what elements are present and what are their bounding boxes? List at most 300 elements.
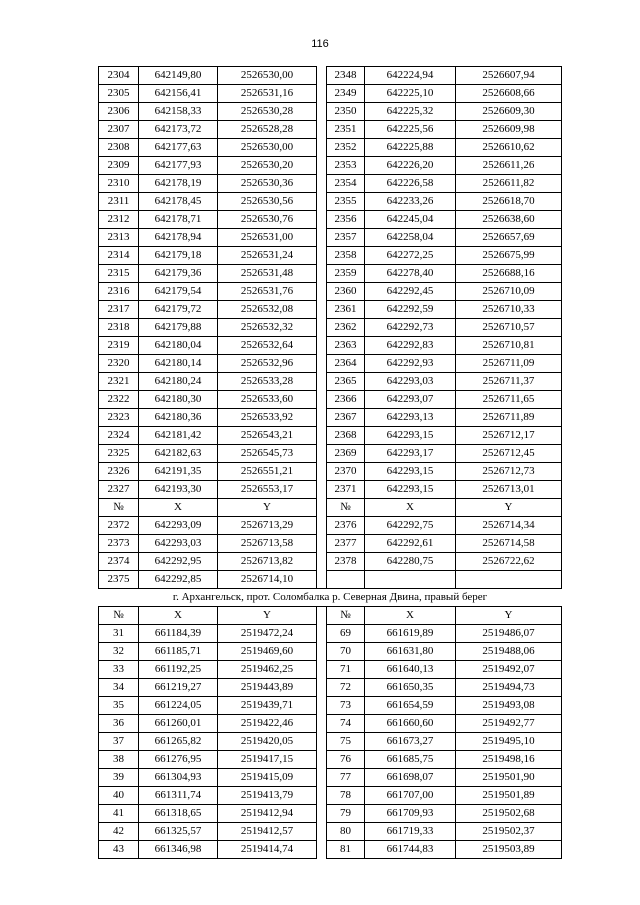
x-coordinate-cell: 642178,94 [139, 229, 218, 247]
x-coordinate-cell: 661673,27 [365, 733, 456, 751]
y-coordinate-cell: 2526533,92 [218, 409, 317, 427]
point-number-cell: 35 [99, 697, 139, 715]
x-coordinate-cell: 661707,00 [365, 787, 456, 805]
point-number-cell: 2318 [99, 319, 139, 337]
column-gap [317, 499, 327, 517]
y-coordinate-cell: 2526638,60 [456, 211, 562, 229]
x-coordinate-cell: 642292,93 [365, 355, 456, 373]
table-row [99, 481, 562, 499]
point-number-cell: 2327 [99, 481, 139, 499]
y-coordinate-cell: 2526713,29 [218, 517, 317, 535]
x-coordinate-cell: 642233,26 [365, 193, 456, 211]
y-coordinate-cell: 2526609,30 [456, 103, 562, 121]
point-number-cell: 41 [99, 805, 139, 823]
y-coordinate-cell: 2526712,17 [456, 427, 562, 445]
point-number-cell: 2316 [99, 283, 139, 301]
point-number-cell: 2377 [327, 535, 365, 553]
column-header-number: № [99, 499, 139, 517]
y-coordinate-cell: 2519494,73 [456, 679, 562, 697]
point-number-cell: 2376 [327, 517, 365, 535]
y-coordinate-cell: 2526611,82 [456, 175, 562, 193]
point-number-cell: 2361 [327, 301, 365, 319]
point-number-cell: 2326 [99, 463, 139, 481]
page-number: 116 [311, 38, 329, 50]
x-coordinate-cell: 642280,75 [365, 553, 456, 571]
x-coordinate-cell: 661346,98 [139, 841, 218, 859]
point-number-cell: 74 [327, 715, 365, 733]
table-row [99, 535, 562, 553]
table-row [99, 67, 562, 85]
x-coordinate-cell: 642293,07 [365, 391, 456, 409]
table-row [99, 769, 562, 787]
y-coordinate-cell: 2526710,09 [456, 283, 562, 301]
point-number-cell: 2311 [99, 193, 139, 211]
x-coordinate-cell: 661709,93 [365, 805, 456, 823]
column-header-y: Y [218, 607, 317, 625]
y-coordinate-cell [456, 571, 562, 589]
x-coordinate-cell: 661685,75 [365, 751, 456, 769]
y-coordinate-cell: 2526531,24 [218, 247, 317, 265]
x-coordinate-cell: 642177,63 [139, 139, 218, 157]
table-row [99, 823, 562, 841]
point-number-cell: 2324 [99, 427, 139, 445]
column-gap [317, 823, 327, 841]
point-number-cell [327, 571, 365, 589]
y-coordinate-cell: 2519493,08 [456, 697, 562, 715]
table-row [99, 805, 562, 823]
point-number-cell: 80 [327, 823, 365, 841]
y-coordinate-cell: 2519412,57 [218, 823, 317, 841]
point-number-cell: 77 [327, 769, 365, 787]
x-coordinate-cell: 642158,33 [139, 103, 218, 121]
column-gap [317, 841, 327, 859]
point-number-cell: 2364 [327, 355, 365, 373]
point-number-cell: 2308 [99, 139, 139, 157]
point-number-cell: 2372 [99, 517, 139, 535]
column-gap [317, 571, 327, 589]
column-gap [317, 319, 327, 337]
column-gap [317, 481, 327, 499]
x-coordinate-cell: 661260,01 [139, 715, 218, 733]
y-coordinate-cell: 2526543,21 [218, 427, 317, 445]
point-number-cell: 2353 [327, 157, 365, 175]
point-number-cell: 78 [327, 787, 365, 805]
y-coordinate-cell: 2526714,58 [456, 535, 562, 553]
y-coordinate-cell: 2526531,16 [218, 85, 317, 103]
y-coordinate-cell: 2526713,01 [456, 481, 562, 499]
column-gap [317, 445, 327, 463]
table-row [99, 679, 562, 697]
point-number-cell: 40 [99, 787, 139, 805]
table-row [99, 643, 562, 661]
y-coordinate-cell: 2519469,60 [218, 643, 317, 661]
table-row [99, 841, 562, 859]
column-gap [317, 229, 327, 247]
column-gap [317, 409, 327, 427]
table-row [99, 265, 562, 283]
table-row [99, 391, 562, 409]
x-coordinate-cell: 642292,75 [365, 517, 456, 535]
x-coordinate-cell: 642180,24 [139, 373, 218, 391]
x-coordinate-cell [365, 571, 456, 589]
y-coordinate-cell: 2526553,17 [218, 481, 317, 499]
point-number-cell: 2310 [99, 175, 139, 193]
table-row [99, 697, 562, 715]
x-coordinate-cell: 661744,83 [365, 841, 456, 859]
y-coordinate-cell: 2519495,10 [456, 733, 562, 751]
y-coordinate-cell: 2526618,70 [456, 193, 562, 211]
y-coordinate-cell: 2526711,09 [456, 355, 562, 373]
y-coordinate-cell: 2526533,28 [218, 373, 317, 391]
column-gap [317, 103, 327, 121]
x-coordinate-cell: 661311,74 [139, 787, 218, 805]
x-coordinate-cell: 642293,03 [365, 373, 456, 391]
x-coordinate-cell: 642180,36 [139, 409, 218, 427]
column-gap [317, 517, 327, 535]
y-coordinate-cell: 2526533,60 [218, 391, 317, 409]
x-coordinate-cell: 642293,15 [365, 481, 456, 499]
point-number-cell: 2374 [99, 553, 139, 571]
column-gap [317, 391, 327, 409]
table-row [99, 715, 562, 733]
x-coordinate-cell: 642293,15 [365, 427, 456, 445]
x-coordinate-cell: 642226,58 [365, 175, 456, 193]
y-coordinate-cell: 2519503,89 [456, 841, 562, 859]
point-number-cell: 2312 [99, 211, 139, 229]
x-coordinate-cell: 642178,71 [139, 211, 218, 229]
column-header-x: X [365, 499, 456, 517]
point-number-cell: 2309 [99, 157, 139, 175]
y-coordinate-cell: 2519443,89 [218, 679, 317, 697]
x-coordinate-cell: 642178,19 [139, 175, 218, 193]
y-coordinate-cell: 2519501,90 [456, 769, 562, 787]
x-coordinate-cell: 642191,35 [139, 463, 218, 481]
y-coordinate-cell: 2519486,07 [456, 625, 562, 643]
point-number-cell: 2349 [327, 85, 365, 103]
column-gap [317, 283, 327, 301]
y-coordinate-cell: 2526530,56 [218, 193, 317, 211]
table-row [99, 103, 562, 121]
column-gap [317, 733, 327, 751]
y-coordinate-cell: 2519417,15 [218, 751, 317, 769]
point-number-cell: 2360 [327, 283, 365, 301]
x-coordinate-cell: 642292,61 [365, 535, 456, 553]
point-number-cell: 2354 [327, 175, 365, 193]
y-coordinate-cell: 2526712,45 [456, 445, 562, 463]
column-gap [317, 553, 327, 571]
column-gap [317, 715, 327, 733]
column-gap [317, 787, 327, 805]
table-row [99, 553, 562, 571]
y-coordinate-cell: 2519420,05 [218, 733, 317, 751]
x-coordinate-cell: 642179,18 [139, 247, 218, 265]
column-gap [317, 607, 327, 625]
y-coordinate-cell: 2519502,68 [456, 805, 562, 823]
y-coordinate-cell: 2526722,62 [456, 553, 562, 571]
point-number-cell: 2305 [99, 85, 139, 103]
x-coordinate-cell: 642278,40 [365, 265, 456, 283]
y-coordinate-cell: 2526530,20 [218, 157, 317, 175]
y-coordinate-cell: 2526530,36 [218, 175, 317, 193]
table-row [99, 661, 562, 679]
column-gap [317, 175, 327, 193]
column-gap [317, 463, 327, 481]
x-coordinate-cell: 642182,63 [139, 445, 218, 463]
x-coordinate-cell: 661719,33 [365, 823, 456, 841]
table-row [99, 409, 562, 427]
column-gap [317, 211, 327, 229]
point-number-cell: 38 [99, 751, 139, 769]
column-gap [317, 643, 327, 661]
column-gap [317, 661, 327, 679]
y-coordinate-cell: 2526545,73 [218, 445, 317, 463]
point-number-cell: 2375 [99, 571, 139, 589]
x-coordinate-cell: 642293,13 [365, 409, 456, 427]
point-number-cell: 2317 [99, 301, 139, 319]
column-gap [317, 697, 327, 715]
table-row [99, 373, 562, 391]
point-number-cell: 70 [327, 643, 365, 661]
point-number-cell: 2325 [99, 445, 139, 463]
point-number-cell: 43 [99, 841, 139, 859]
y-coordinate-cell: 2519488,06 [456, 643, 562, 661]
x-coordinate-cell: 642292,83 [365, 337, 456, 355]
x-coordinate-cell: 642272,25 [365, 247, 456, 265]
x-coordinate-cell: 661219,27 [139, 679, 218, 697]
y-coordinate-cell: 2526530,76 [218, 211, 317, 229]
x-coordinate-cell: 642293,09 [139, 517, 218, 535]
point-number-cell: 79 [327, 805, 365, 823]
table-row [99, 283, 562, 301]
x-coordinate-cell: 642292,73 [365, 319, 456, 337]
table-row [99, 517, 562, 535]
point-number-cell: 81 [327, 841, 365, 859]
y-coordinate-cell: 2526713,58 [218, 535, 317, 553]
x-coordinate-cell: 642179,72 [139, 301, 218, 319]
column-gap [317, 85, 327, 103]
x-coordinate-cell: 642180,14 [139, 355, 218, 373]
table-row [99, 463, 562, 481]
table-row [99, 733, 562, 751]
y-coordinate-cell: 2526610,62 [456, 139, 562, 157]
header-row [99, 607, 562, 625]
x-coordinate-cell: 661224,05 [139, 697, 218, 715]
point-number-cell: 2350 [327, 103, 365, 121]
table-row [99, 175, 562, 193]
column-gap [317, 751, 327, 769]
x-coordinate-cell: 642193,30 [139, 481, 218, 499]
column-gap [317, 805, 327, 823]
y-coordinate-cell: 2526530,28 [218, 103, 317, 121]
column-header-y: Y [456, 499, 562, 517]
point-number-cell: 2315 [99, 265, 139, 283]
x-coordinate-cell: 661192,25 [139, 661, 218, 679]
y-coordinate-cell: 2519439,71 [218, 697, 317, 715]
y-coordinate-cell: 2526531,00 [218, 229, 317, 247]
table-row [99, 301, 562, 319]
y-coordinate-cell: 2526710,57 [456, 319, 562, 337]
column-header-number: № [327, 607, 365, 625]
y-coordinate-cell: 2526532,96 [218, 355, 317, 373]
point-number-cell: 39 [99, 769, 139, 787]
table-row [99, 247, 562, 265]
table-row [99, 319, 562, 337]
column-header-x: X [139, 607, 218, 625]
point-number-cell: 2314 [99, 247, 139, 265]
point-number-cell: 2358 [327, 247, 365, 265]
column-gap [317, 337, 327, 355]
point-number-cell: 2320 [99, 355, 139, 373]
x-coordinate-cell: 642225,56 [365, 121, 456, 139]
column-gap [317, 769, 327, 787]
y-coordinate-cell: 2519414,74 [218, 841, 317, 859]
y-coordinate-cell: 2519422,46 [218, 715, 317, 733]
point-number-cell: 2319 [99, 337, 139, 355]
y-coordinate-cell: 2526714,10 [218, 571, 317, 589]
y-coordinate-cell: 2526532,08 [218, 301, 317, 319]
column-header-number: № [99, 607, 139, 625]
x-coordinate-cell: 642178,45 [139, 193, 218, 211]
table-row [99, 337, 562, 355]
x-coordinate-cell: 642292,59 [365, 301, 456, 319]
column-gap [317, 157, 327, 175]
y-coordinate-cell: 2526657,69 [456, 229, 562, 247]
point-number-cell: 2355 [327, 193, 365, 211]
header-row [99, 499, 562, 517]
point-number-cell: 2352 [327, 139, 365, 157]
point-number-cell: 71 [327, 661, 365, 679]
y-coordinate-cell: 2526711,65 [456, 391, 562, 409]
point-number-cell: 2373 [99, 535, 139, 553]
x-coordinate-cell: 661276,95 [139, 751, 218, 769]
x-coordinate-cell: 642177,93 [139, 157, 218, 175]
y-coordinate-cell: 2526528,28 [218, 121, 317, 139]
column-gap [317, 625, 327, 643]
y-coordinate-cell: 2526713,82 [218, 553, 317, 571]
point-number-cell: 36 [99, 715, 139, 733]
x-coordinate-cell: 642225,10 [365, 85, 456, 103]
y-coordinate-cell: 2526607,94 [456, 67, 562, 85]
x-coordinate-cell: 642245,04 [365, 211, 456, 229]
point-number-cell: 2321 [99, 373, 139, 391]
table-row [99, 751, 562, 769]
table-row [99, 571, 562, 589]
y-coordinate-cell: 2526532,32 [218, 319, 317, 337]
x-coordinate-cell: 661660,60 [365, 715, 456, 733]
point-number-cell: 2366 [327, 391, 365, 409]
y-coordinate-cell: 2519415,09 [218, 769, 317, 787]
point-number-cell: 75 [327, 733, 365, 751]
x-coordinate-cell: 642226,20 [365, 157, 456, 175]
y-coordinate-cell: 2526675,99 [456, 247, 562, 265]
x-coordinate-cell: 642292,85 [139, 571, 218, 589]
column-gap [317, 355, 327, 373]
column-header-y: Y [456, 607, 562, 625]
point-number-cell: 2307 [99, 121, 139, 139]
y-coordinate-cell: 2519472,24 [218, 625, 317, 643]
point-number-cell: 37 [99, 733, 139, 751]
table-row [99, 427, 562, 445]
x-coordinate-cell: 642179,88 [139, 319, 218, 337]
column-header-number: № [327, 499, 365, 517]
y-coordinate-cell: 2526714,34 [456, 517, 562, 535]
point-number-cell: 2356 [327, 211, 365, 229]
y-coordinate-cell: 2519413,79 [218, 787, 317, 805]
column-gap [317, 373, 327, 391]
y-coordinate-cell: 2526532,64 [218, 337, 317, 355]
x-coordinate-cell: 642179,54 [139, 283, 218, 301]
section-title-row [99, 589, 562, 607]
y-coordinate-cell: 2526712,73 [456, 463, 562, 481]
x-coordinate-cell: 642173,72 [139, 121, 218, 139]
table-row [99, 139, 562, 157]
section-title: г. Архангельск, прот. Соломбалка р. Северная Двина, правый берег [99, 589, 562, 607]
x-coordinate-cell: 642179,36 [139, 265, 218, 283]
point-number-cell: 73 [327, 697, 365, 715]
point-number-cell: 2323 [99, 409, 139, 427]
y-coordinate-cell: 2519502,37 [456, 823, 562, 841]
x-coordinate-cell: 642224,94 [365, 67, 456, 85]
y-coordinate-cell: 2526710,81 [456, 337, 562, 355]
x-coordinate-cell: 661640,13 [365, 661, 456, 679]
table-row [99, 445, 562, 463]
x-coordinate-cell: 661184,39 [139, 625, 218, 643]
point-number-cell: 69 [327, 625, 365, 643]
table-row [99, 85, 562, 103]
y-coordinate-cell: 2526530,00 [218, 139, 317, 157]
table-row [99, 157, 562, 175]
table-row [99, 121, 562, 139]
table-row [99, 787, 562, 805]
point-number-cell: 2370 [327, 463, 365, 481]
column-gap [317, 247, 327, 265]
point-number-cell: 72 [327, 679, 365, 697]
y-coordinate-cell: 2526531,48 [218, 265, 317, 283]
point-number-cell: 76 [327, 751, 365, 769]
y-coordinate-cell: 2526551,21 [218, 463, 317, 481]
point-number-cell: 2365 [327, 373, 365, 391]
y-coordinate-cell: 2526531,76 [218, 283, 317, 301]
column-gap [317, 535, 327, 553]
x-coordinate-cell: 642181,42 [139, 427, 218, 445]
x-coordinate-cell: 642149,80 [139, 67, 218, 85]
point-number-cell: 33 [99, 661, 139, 679]
y-coordinate-cell: 2519412,94 [218, 805, 317, 823]
column-gap [317, 139, 327, 157]
x-coordinate-cell: 642293,15 [365, 463, 456, 481]
point-number-cell: 2359 [327, 265, 365, 283]
point-number-cell: 2313 [99, 229, 139, 247]
y-coordinate-cell: 2519492,07 [456, 661, 562, 679]
coordinates-table [98, 66, 562, 859]
point-number-cell: 2367 [327, 409, 365, 427]
table-row [99, 211, 562, 229]
point-number-cell: 31 [99, 625, 139, 643]
point-number-cell: 2357 [327, 229, 365, 247]
column-gap [317, 121, 327, 139]
y-coordinate-cell: 2519462,25 [218, 661, 317, 679]
column-gap [317, 427, 327, 445]
point-number-cell: 2363 [327, 337, 365, 355]
point-number-cell: 2362 [327, 319, 365, 337]
table-row [99, 355, 562, 373]
point-number-cell: 2371 [327, 481, 365, 499]
x-coordinate-cell: 642180,04 [139, 337, 218, 355]
x-coordinate-cell: 642258,04 [365, 229, 456, 247]
table-row [99, 193, 562, 211]
x-coordinate-cell: 661265,82 [139, 733, 218, 751]
point-number-cell: 2369 [327, 445, 365, 463]
